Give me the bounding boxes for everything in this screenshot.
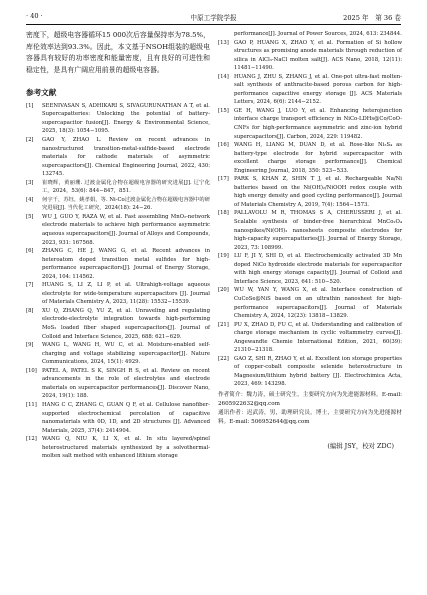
reference-number: [1] [26,102,34,109]
header-rule [26,24,401,25]
reference-list-left [26,102,210,461]
reference-number: [22] [218,355,229,362]
reference-number: [6] [26,248,34,255]
running-header [26,12,401,22]
reference-text: PALLAVOLU M R, THOMAS S A, CHERUSSERI J, et al. Scalable synthesis of binder-free hierarchical MnCo₂O₄ nanospikes/Ni(OH)₂ nanosheets composite electrodes for high-capacity supercapatteries[J]. Journal of Energy Storage, 2023, 73: 108999. [234,210,402,251]
reference-item [218,175,402,209]
reference-number: [4] [26,196,34,203]
reference-text: HANG C C, ZHANG C, GUAN Q F, et al. Cellulose nanofiber-supported electrochemical percolation of capacitive nanomaterials with 0D, 1D, and 2D structures [J]. Advanced Materials, 2025, 37(4): 2414904. [42,401,210,434]
reference-number: [11] [26,401,37,408]
reference-item [26,179,210,196]
reference-text: HUANG S, LI Z, LI P, et al. Ultrahigh-voltage aqueous electrolyte for wide-temperature supercapacitors [J]. Journal of Materials Chemistry A, 2023, 11(28): 15532−15539. [42,282,210,306]
reference-text: PATEL A, PATEL S K, SINGH R S, et al. Review on recent advancements in the role of electrolytes and electrode materials on supercapacitor performances[J]. Discover Nano, 2024, 19(1): 188. [42,367,210,400]
reference-item [218,141,402,175]
reference-item [218,73,402,107]
reference-number: [21] [218,321,229,328]
reference-number: [10] [26,367,37,374]
reference-number: [16] [218,142,229,149]
reference-number: [12] [26,436,37,443]
reference-item [26,196,210,213]
reference-text: 何宇千，苏钰，姚孝娟，等. Ni-Co过渡金属化合物在超级电容器中的研究进展[J]. 当代化工研究，2024(18): 24−26. [42,196,210,212]
reference-item [26,435,210,461]
reference-item [26,213,210,247]
reference-item [26,401,210,435]
reference-number: [19] [218,253,229,260]
reference-text: HUANG J, ZHU S, ZHANG J, et al. One-pot ultra-fast molten-salt synthesis of anthracite-based porous carbon for high-performance capacitive energy storage [J]. ACS Materials Letters, 2024, 6(6): 2144−2152. [234,73,402,106]
reference-item [218,321,402,355]
reference-item [218,39,402,73]
reference-text: 崔晓辉，黄丽珊. 过渡金属化合物在超级电容器的研究进展[J]. 辽宁化工，2024，53(6): 844−847，851. [42,179,210,195]
reference-number: [13] [218,39,229,46]
reference-number: [17] [218,176,229,183]
reference-number: [8] [26,307,34,314]
reference-text: PARK S, KHAN Z, SHIN T J, et al. Rechargeable Na/Ni batteries based on the Ni(OH)₂/NiOOH redox couple with high energy density and good cycling performance[J]. Journal of Materials Chemistry A, 2019, 7(4): 1564−1573. [234,176,402,208]
reference-list-right [218,30,402,389]
reference-text: SEENIVASAN S, ADHIKARI S, SIVAGURUNATHAN A T, et al. Supercapatteries: Unlocking the potential of battery-supercapacitor fusion[J]. Energy & Environmental Science, 2025, 18(3): 1054−1095. [42,102,210,135]
reference-number: [15] [218,107,229,114]
reference-text: GE H, WANG J, LUO Y, et al. Enhancing heterojunction interface charge transport efficiency in NiCo-LDHs@Co/CoO-CNFs for high-performance asymmetric and zinc-ion hybrid supercapacitors[J]. Carbon, 2024, 229: 119482. [234,107,402,140]
reference-text: GAO P, HUANG X, ZHAO Y, et al. Formation of Si hollow structures as promising anode materials through reduction of silica in AlCl₃-NaCl molten salt[J]. ACS Nano, 2018, 12(11): 11481−11490. [234,39,402,72]
reference-text: performance[J]. Journal of Power Sources, 2024, 613: 234844. [234,31,402,37]
reference-item [26,307,210,341]
reference-item [218,209,402,252]
reference-number: [5] [26,213,34,220]
editor-note: (编辑 JSY，校对 ZDC) [327,441,394,450]
reference-text: WU W, YAN Y, WANG X, et al. Interface construction of CuCoSe@NiS based on an ultrathin nanosheet for high-performance supercapacitors[J]. Journal of Materials Chemistry A, 2024, 12(23): 13818−13829. [234,287,402,320]
reference-text: LU F, JI Y, SHI D, et al. Electrochemically activated 3D Mn doped NiCo hydroxide electrode materials for supercapacitor with high energy storage capacity[J]. Journal of Colloid and Interface Science, 2023, 641: 510−520. [234,253,402,285]
reference-item [218,30,402,39]
year-volume: 2025 年 第 36 卷 [343,14,401,22]
reference-item [26,102,210,136]
reference-text: XU Q, ZHANG Q, YU Z, et al. Unraveling and regulating electrode-electrolyte integration towards high-performing MoS₂ loaded fiber shaped supercapacitors[J]. Journal of Colloid and Interface Science, 2025, 688: 621−629. [42,307,210,340]
reference-text: WANG Q, NIU K, LI X, et al. In situ layered/spinel heterostructured materials synthesized by a solvothermal-molten salt method with enhanced lithium storage [42,436,210,460]
reference-item [26,281,210,307]
reference-number: [3] [26,179,34,186]
reference-item [218,252,402,286]
reference-item [218,355,402,389]
reference-text: WANG L, WANG H, WU C, et al. Moisture-enabled self-charging and voltage stabilizing supercapacitor[J]. Nature Communications, 2024, 15(1): 4929. [42,342,210,366]
page-number: · 40 · [26,12,43,20]
reference-item [26,136,210,179]
reference-text: ZHANG C, HE J, WANG G, et al. Recent advances in heteroatom doped transition metal sulfides for high-performance supercapacitors[J]. Journal of Energy Storage, 2024, 104: 114562. [42,248,210,280]
reference-number: [7] [26,282,34,289]
reference-text: WU J, GUO Y, RAZA W, et al. Fast assembling MnO₂-network electrode materials to achieve high performance asymmetric aqueous supercapacitors[J]. Journal of Alloys and Compounds, 2023, 931: 167568. [42,213,210,246]
reference-item [218,107,402,141]
reference-number: [2] [26,137,34,143]
reference-text: GAO Z, SHI R, ZHAO Y, et al. Excellent ion storage properties of copper-cobalt composite selenide heterostructure in Magnesium/lithium hybrid battery [J]. Electrochimica Acta, 2023, 469: 143298. [234,355,402,388]
reference-text: GAO Y, ZHAO L. Review on recent advances in nanostructured transition-metal-sulfide-based electrode materials for cathode materials of asymmetric supercapacitors[J]. Chemical Engineering Journal, 2022, 430: 132745. [42,137,210,178]
author-info: 作者简介：魏力涛，硕士研究生，主要研究方向为先进能源材料。E-mail: 2605922632@qq.com 通讯作者：迟武涛，男，助理研究员，博士，主要研究方向为先进能源材料。E-mail: 506952644@qq.com [218,391,402,425]
reference-number: [9] [26,342,34,349]
reference-number: [18] [218,210,229,217]
reference-number: [14] [218,73,229,80]
reference-item [26,247,210,281]
reference-item [26,341,210,367]
right-column [218,30,402,450]
reference-text: WANG H, LIANG M, DUAN D, et al. Rose-like Ni₃S₄ as battery-type electrode for hybrid supercapacitor with excellent charge storage performance[J]. Chemical Engineering Journal, 2018, 350: 523−533. [234,142,402,174]
references-heading: 参考文献 [26,87,57,97]
reference-item [218,286,402,320]
reference-number: [20] [218,287,229,294]
reference-item [26,367,210,401]
journal-title: 中原工学院学报 [190,14,237,22]
left-column [26,30,210,461]
reference-text: PU X, ZHAO D, FU C, et al. Understanding and calibration of charge storage mechanism in cyclic voltammetry curves[J]. Angewandte Chemie International Edition, 2021, 60(39): 21310−21318. [234,321,402,354]
conclusion-paragraph: 密度下，超级电容器循环15 000次后容量保持率为78.5%，库伦效率达到93.3%。因此，本文基于NSOH组装的超级电容器具有较好的功率密度和能量密度，且有良好的可进性和稳定性，是具有广阔应用前景的超级电容器。 [26,31,210,75]
